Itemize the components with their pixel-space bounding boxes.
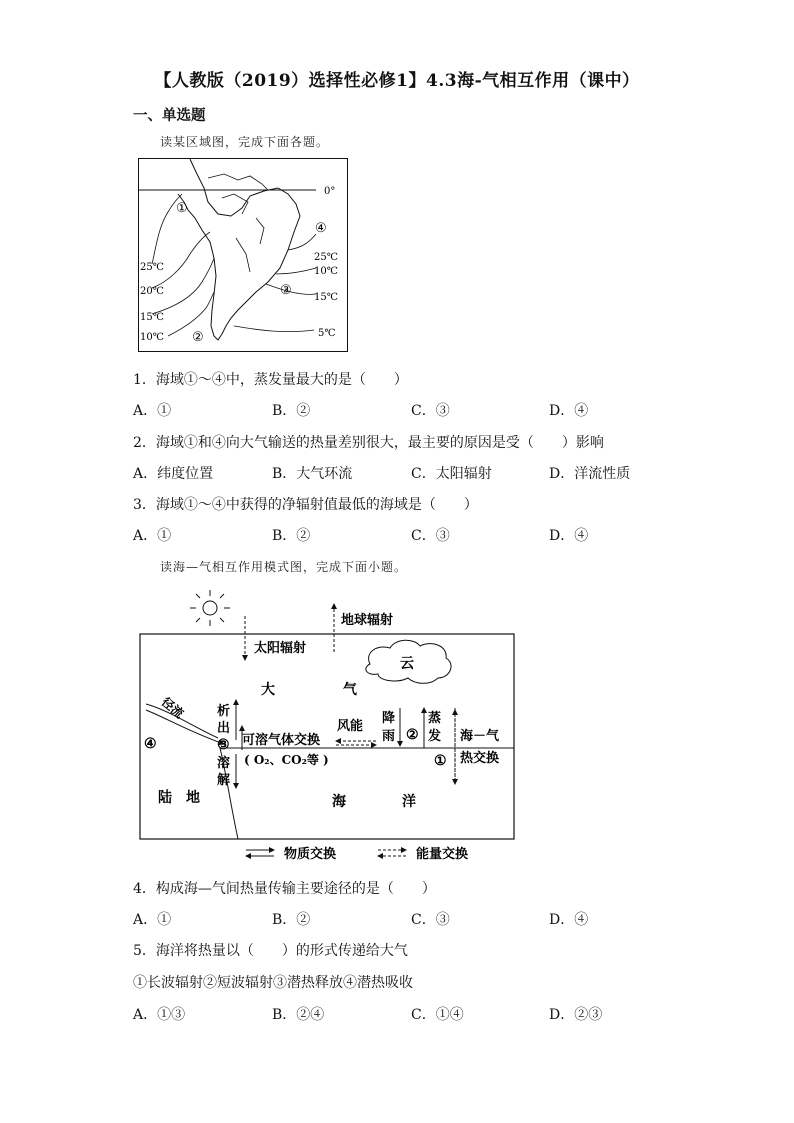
question-5-choices: ①长波辐射②短波辐射③潜热释放④潜热吸收 <box>133 975 413 991</box>
dissolve-label-1: 溶 <box>217 756 231 771</box>
q1-option-b[interactable]: B．② <box>272 403 311 419</box>
isotherm-label-right-3: 15℃ <box>314 292 338 303</box>
gas-exchange-label: 可溶气体交换 <box>242 733 321 748</box>
marker-4: ④ <box>144 736 157 752</box>
isotherm-label-right-4: 5℃ <box>318 328 336 339</box>
q2-option-b[interactable]: B．大气环流 <box>272 466 353 482</box>
land-label: 陆 地 <box>158 790 200 806</box>
isotherm-label-left-3: 15℃ <box>140 312 164 323</box>
diagram-frame <box>140 634 514 839</box>
isotherm-label-left-1: 25℃ <box>140 262 164 273</box>
isotherm-label-left-4: 10℃ <box>140 332 164 343</box>
isotherm-label-right-2: 10℃ <box>314 266 338 277</box>
solar-radiation-label: 太阳辐射 <box>254 641 307 656</box>
q4-option-d[interactable]: D．④ <box>549 912 589 928</box>
q5-option-c[interactable]: C．①④ <box>411 1007 464 1023</box>
question-5: 5．海洋将热量以（ ）的形式传递给大气 <box>133 943 408 959</box>
q3-option-c[interactable]: C．③ <box>411 528 450 544</box>
q4-option-c[interactable]: C．③ <box>411 912 450 928</box>
q1-option-c[interactable]: C．③ <box>411 403 450 419</box>
page-title: 【人教版（2019）选择性必修1】4.3海-气相互作用（课中） <box>154 71 640 91</box>
q4-option-b[interactable]: B．② <box>272 912 311 928</box>
q5-option-b[interactable]: B．②④ <box>272 1007 325 1023</box>
runoff-label: 径流 <box>158 694 187 721</box>
q3-option-b[interactable]: B．② <box>272 528 311 544</box>
q1-option-a[interactable]: A．① <box>133 403 172 419</box>
question-1: 1．海域①～④中，蒸发量最大的是（ ） <box>133 372 408 388</box>
gas-formula-label: ( O₂、CO₂等 ) <box>244 753 329 767</box>
rain-label-2: 雨 <box>382 729 396 744</box>
equator-label: 0° <box>324 186 336 197</box>
sun-icon <box>190 590 230 626</box>
rain-label-1: 降 <box>382 711 396 726</box>
q5-option-a[interactable]: A．①③ <box>133 1007 186 1023</box>
question-2: 2．海域①和④向大气输送的热量差别很大，最主要的原因是受（ ）影响 <box>133 435 604 451</box>
intro-text-1: 读某区域图，完成下面各题。 <box>160 135 330 149</box>
question-3: 3．海域①～④中获得的净辐射值最低的海域是（ ） <box>133 497 478 513</box>
q2-option-c[interactable]: C．太阳辐射 <box>411 466 492 482</box>
cloud-label: 云 <box>400 656 414 672</box>
atmosphere-label-1: 大 <box>261 682 275 698</box>
heat-exchange-label: 热交换 <box>460 751 500 766</box>
region-map <box>138 158 348 352</box>
section-heading: 一、单选题 <box>133 107 206 124</box>
dissolve-label-2: 解 <box>217 773 231 788</box>
ocean-label-2: 洋 <box>402 794 416 810</box>
precipitate-label-1: 析 <box>217 704 231 719</box>
sea-air-label: 海－气 <box>460 729 500 744</box>
intro-text-2: 读海—气相互作用模式图，完成下面小题。 <box>160 560 408 574</box>
q5-option-d[interactable]: D．②③ <box>549 1007 603 1023</box>
map-marker-4: ④ <box>315 221 327 236</box>
evaporation-label-1: 蒸 <box>428 711 442 726</box>
q4-option-a[interactable]: A．① <box>133 912 172 928</box>
atmosphere-label-2: 气 <box>343 682 357 698</box>
isotherm-label-left-2: 20℃ <box>140 286 164 297</box>
marker-1: ① <box>434 753 447 769</box>
precipitate-label-2: 出 <box>217 721 231 736</box>
map-marker-1: ① <box>176 201 188 216</box>
question-4: 4．构成海—气间热量传输主要途径的是（ ） <box>133 881 436 897</box>
evaporation-label-2: 发 <box>428 729 442 744</box>
legend-energy-label: 能量交换 <box>416 847 469 862</box>
isotherm-label-right-1: 25℃ <box>314 252 338 263</box>
sea-air-diagram <box>138 582 518 870</box>
q2-option-a[interactable]: A．纬度位置 <box>133 466 214 482</box>
legend-material-label: 物质交换 <box>284 847 337 862</box>
q1-option-d[interactable]: D．④ <box>549 403 589 419</box>
q3-option-a[interactable]: A．① <box>133 528 172 544</box>
ocean-label-1: 海 <box>332 794 346 810</box>
map-marker-2: ② <box>192 330 204 345</box>
earth-radiation-label: 地球辐射 <box>341 613 394 628</box>
runoff-arrow-1 <box>146 710 224 744</box>
marker-3: ③ <box>217 737 230 753</box>
wind-energy-label: 风能 <box>337 719 364 734</box>
map-marker-3: ③ <box>280 283 292 298</box>
marker-2: ② <box>406 727 419 743</box>
q2-option-d[interactable]: D．洋流性质 <box>549 466 631 482</box>
q3-option-d[interactable]: D．④ <box>549 528 589 544</box>
